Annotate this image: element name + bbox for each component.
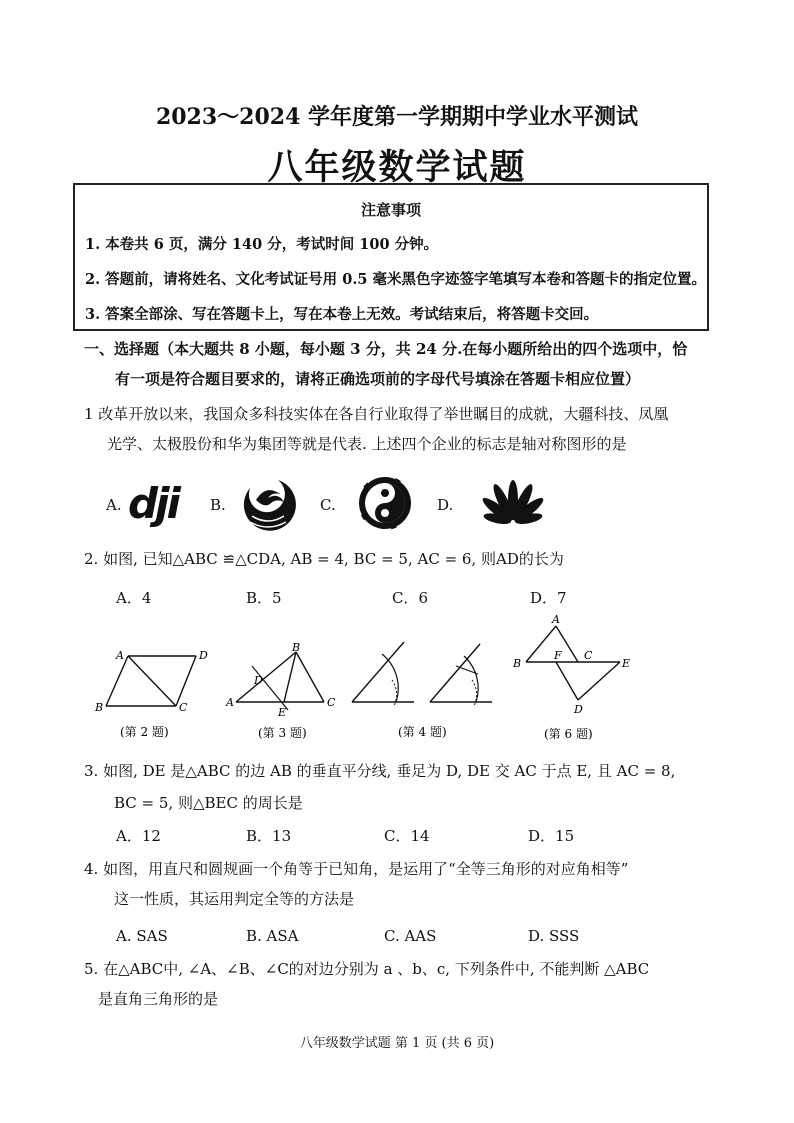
fig6-label-d: D <box>574 703 583 716</box>
fig3-label-e: E <box>278 706 287 719</box>
figure-3 <box>224 640 348 742</box>
q4-stem-line1: 4. 如图，用直尺和圆规画一个角等于已知角，是运用了“全等三角形的对应角相等” <box>84 860 629 878</box>
q4-option-b: B. ASA <box>246 927 299 945</box>
fig6-label-f: F <box>554 649 562 662</box>
exam-title: 2023～2024 学年度第一学期期中学业水平测试 <box>155 104 639 130</box>
fig6-label-a: A <box>552 613 560 626</box>
q3-option-a: A．12 <box>116 827 161 845</box>
fig3-label-a: A <box>226 696 234 709</box>
notice-title: 注意事项 <box>360 201 421 219</box>
fig2-label-c: C <box>179 701 188 714</box>
section1-heading-line2: 有一项是符合题目要求的，请将正确选项前的字母代号填涂在答题卡相应位置） <box>115 370 641 388</box>
huawei-logo-icon <box>478 478 548 526</box>
fig3-caption: (第 3 题) <box>258 726 307 740</box>
q1-option-c-label: C. <box>320 496 336 514</box>
notice-item-2: 2. 答题前，请将姓名、文化考试证号用 0.5 毫米黑色字迹签字笔填写本卷和答题卡的指定位置。 <box>85 271 707 288</box>
figure-2 <box>92 644 222 740</box>
fig3-label-c: C <box>327 696 336 709</box>
fig6-label-b: B <box>513 657 522 670</box>
figure-4 <box>348 640 508 740</box>
page-footer: 八年级数学试题 第 1 页 (共 6 页) <box>299 1036 495 1051</box>
dji-logo: dji <box>128 479 178 528</box>
taiji-logo-icon <box>356 474 414 532</box>
paper-title: 八年级数学试题 <box>267 147 527 188</box>
fig6-label-e: E <box>622 657 631 670</box>
q3-option-b: B．13 <box>246 827 292 845</box>
q1-option-a-label: A. <box>106 496 122 514</box>
q1-option-b-label: B. <box>210 496 226 514</box>
fig4-caption: (第 4 题) <box>398 725 447 739</box>
q3-stem-line1: 3. 如图, DE 是△ABC 的边 AB 的垂直平分线, 垂足为 D, DE 交 AC 于点 E, 且 AC = 8, <box>84 762 676 780</box>
fig6-caption: (第 6 题) <box>544 727 593 741</box>
phoenix-logo-icon <box>238 472 300 534</box>
q4-stem-line2: 这一性质，其运用判定全等的方法是 <box>114 890 355 908</box>
notice-item-1: 1. 本卷共 6 页，满分 140 分，考试时间 100 分钟。 <box>85 236 439 253</box>
q2-option-b: B．5 <box>246 589 282 607</box>
notice-item-3: 3. 答案全部涂、写在答题卡上，写在本卷上无效。考试结束后，将答题卡交回。 <box>85 306 599 323</box>
q1-stem-line2: 光学、太极股份和华为集团等就是代表. 上述四个企业的标志是轴对称图形的是 <box>107 435 627 453</box>
q3-stem-line2: BC = 5, 则△BEC 的周长是 <box>114 794 303 812</box>
fig2-label-b: B <box>95 701 104 714</box>
figure-6 <box>508 612 638 742</box>
fig2-label-a: A <box>116 649 124 662</box>
fig2-label-d: D <box>199 649 208 662</box>
q2-stem: 2. 如图, 已知△ABC ≌△CDA, AB = 4, BC = 5, AC = 6, 则AD的长为 <box>84 550 564 568</box>
q3-option-c: C．14 <box>384 827 430 845</box>
q4-option-d: D. SSS <box>528 927 580 945</box>
q2-option-a: A．4 <box>116 589 152 607</box>
q2-option-d: D．7 <box>530 589 567 607</box>
q3-option-d: D．15 <box>528 827 575 845</box>
q4-option-c: C. AAS <box>384 927 437 945</box>
fig2-caption: (第 2 题) <box>120 725 169 739</box>
q2-option-c: C．6 <box>392 589 429 607</box>
fig3-label-b: B <box>292 641 301 654</box>
q1-stem-line1: 1 改革开放以来，我国众多科技实体在各自行业取得了举世瞩目的成就，大疆科技、凤凰 <box>84 405 669 423</box>
notice-box <box>73 183 709 331</box>
q1-option-d-label: D. <box>437 496 454 514</box>
section1-heading-line1: 一、选择题（本大题共 8 小题，每小题 3 分，共 24 分.在每小题所给出的四个选项中，恰 <box>84 340 688 358</box>
fig6-label-c: C <box>584 649 593 662</box>
q5-stem-line1: 5. 在△ABC中, ∠A、∠B、∠C的对边分别为 a 、b、c, 下列条件中, 不能判断 △ABC <box>84 960 650 978</box>
q4-option-a: A. SAS <box>116 927 168 945</box>
q5-stem-line2: 是直角三角形的是 <box>98 990 219 1008</box>
fig3-label-d: D <box>254 674 263 687</box>
